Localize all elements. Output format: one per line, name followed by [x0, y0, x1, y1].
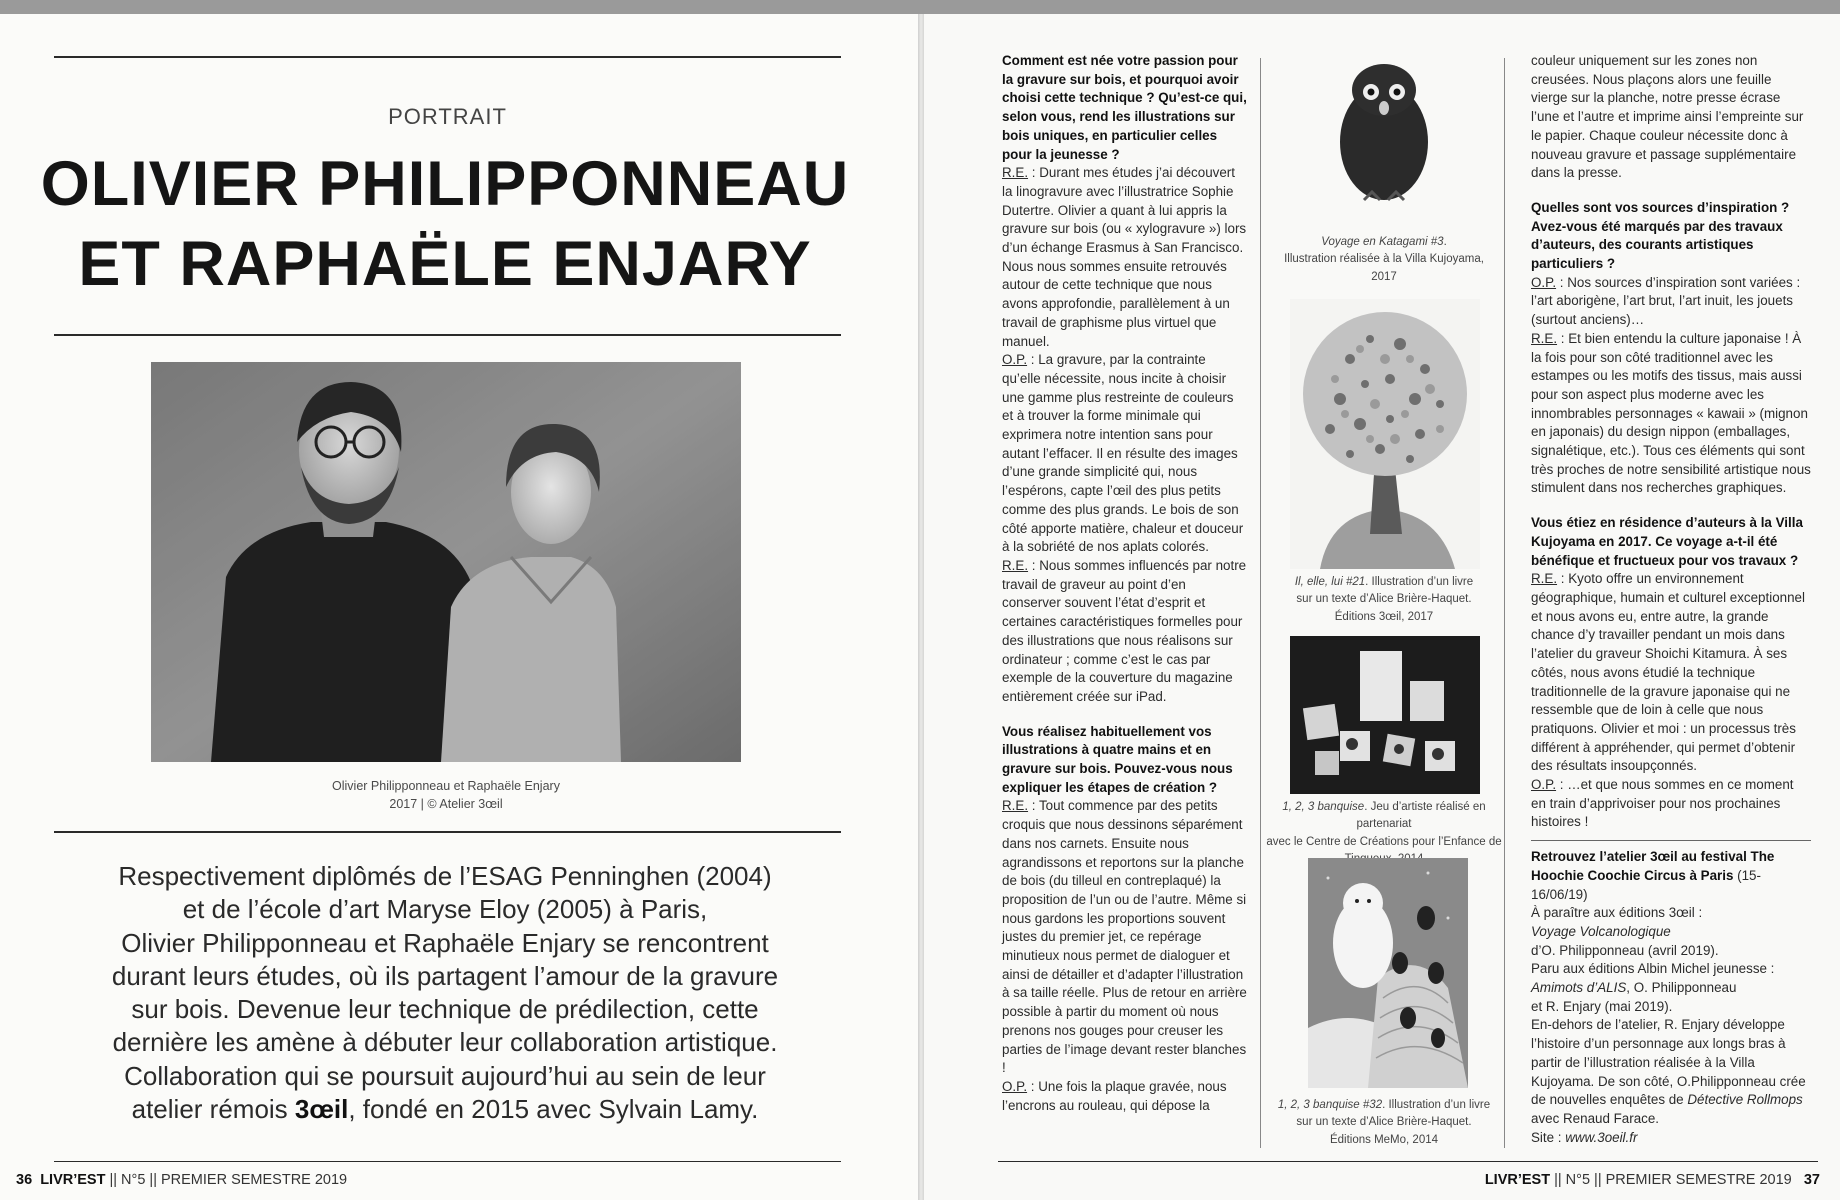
info-box-line: À paraître aux éditions 3œil : [1531, 905, 1703, 921]
intro-line: Olivier Philipponneau et Raphaële Enjary se rencontrent [121, 927, 769, 958]
answer [1002, 557, 1247, 707]
answer-text: : La gravure, par la contrainte qu’elle nécessite, nous incite à choisir une gamme plus restreinte de couleurs et à trouver la forme minimale qui exprimera notre intention sans pour autant l’effacer. Il en résulte des images d’une grande simplicité qui, nous l’espérons, capte l’œil des plus petits comme des plus grands. Le bois de son côté apporte matière, chaleur et douceur à la sobriété de nos aplats colorés. [1002, 352, 1244, 555]
katagami-illustration [1324, 60, 1444, 210]
speaker: O.P. [1531, 274, 1557, 290]
book-title: Amimots d’ALIS [1531, 980, 1627, 996]
issue-info: || N°5 || PREMIER SEMESTRE 2019 [105, 1172, 348, 1188]
title-line-1: OLIVIER PHILIPPONNEAU [40, 149, 850, 219]
question: Comment est née votre passion pour la gravure sur bois, et pourquoi avoir choisi cette technique ? Qu’est-ce qui, selon vous, rend les illustrations sur bois uniques, en particulier celles pour la jeunesse ? [1002, 53, 1247, 162]
caption-text: sur un texte d’Alice Brière-Haquet. [1296, 1116, 1472, 1129]
answer [1002, 164, 1247, 351]
answer [1531, 570, 1811, 776]
answer-text: : Nous sommes influencés par notre travail de graveur au point d’en conserver souvent l’état d’esprit et certaines caractéristiques formelles pour des illustrations que nous réalisons sur ordinateur ; comme c’est le cas par exemple de la couverture du magazine entièrement créée sur iPad. [1002, 557, 1247, 704]
banquise-game-photo [1290, 636, 1480, 794]
info-box-rule [1531, 840, 1811, 841]
answer-text: : Et bien entendu la culture japonaise ! À la fois pour son côté traditionnel avec les estampes ou les motifs des tissus, mais aussi pour son aspect plus moderne avec les innombrables personnages « kawaii » (mignon en japonais) du design nippon (emballages, signalétique, etc.). Tous ces éléments qui sont très proches de notre sensibilité artistique nous stimulent dans nos recherches graphiques. [1531, 330, 1811, 496]
penguin-illustration [1324, 60, 1444, 210]
intro-line: Respectivement diplômés de l’ESAG Penninghen (2004) [118, 861, 772, 891]
caption-text: 2017 [1371, 270, 1397, 283]
info-box-line: et R. Enjary (mai 2019). [1531, 998, 1673, 1014]
left-page [0, 14, 918, 1200]
intro-rule [54, 831, 841, 833]
speaker: O.P. [1531, 777, 1557, 793]
intro-text: , fondé en 2015 avec Sylvain Lamy. [348, 1093, 759, 1124]
footer-rule [54, 1161, 841, 1162]
caption-text: sur un texte d’Alice Brière-Haquet. [1296, 593, 1472, 606]
speaker: O.P. [1002, 352, 1028, 368]
info-box-dates: (15-16/06/19) [1531, 867, 1761, 902]
question: Quelles sont vos sources d’inspiration ? Avez-vous été marqués par des travaux d’auteurs, des courants artistiques particuliers ? [1531, 199, 1790, 272]
answer-text: : Durant mes études j’ai découvert la linogravure avec l’illustratrice Sophie Dutertre. Olivier a quant à lui appris la gravure sur bois (ou « xylogravure ») lors d’un échange Erasmus à San Francisco. Nous nous sommes ensuite retrouvés autour de cette technique que nous avons approfondie, parallèlement à un travail de graphisme plus virtuel que manuel. [1002, 165, 1247, 349]
question: Vous étiez en résidence d’auteurs à la Villa Kujoyama en 2017. Ce voyage a-t-il été bénéfique et fructueux pour vos travaux ? [1531, 515, 1803, 568]
magazine-name: LIVR’EST [40, 1172, 106, 1188]
speaker: O.P. [1002, 1078, 1028, 1094]
info-box-line: d’O. Philipponneau (avril 2019). [1531, 942, 1719, 958]
caption-title: 1, 2, 3 banquise [1282, 801, 1365, 813]
intro-line: durant leurs études, où ils partagent l’amour de la gravure [111, 960, 779, 991]
info-box [1531, 848, 1811, 1147]
photo-caption-line-1: Olivier Philipponneau et Raphaële Enjary [332, 779, 560, 793]
footer-rule [998, 1161, 1818, 1162]
tree-illustration-image [1290, 299, 1480, 569]
intro-line: sur bois. Devenue leur technique de prédilection, cette [131, 994, 759, 1025]
column-divider [1260, 58, 1261, 1148]
image-caption [1279, 234, 1489, 286]
answer [1002, 351, 1247, 557]
answer-text: : Une fois la plaque gravée, nous l’encrons au rouleau, qui dépose la [1002, 1078, 1227, 1113]
answer-continued: couleur uniquement sur les zones non creusées. Nous plaçons alors une feuille vierge sur la planche, notre presse écrase l’une et l’autre et imprime ainsi l’empreinte sur le papier. Chaque couleur nécessite donc à nouveau gravure et passage supplémentaire dans la presse. [1531, 53, 1804, 181]
intro-line: et de l’école d’art Maryse Eloy (2005) à Paris, [182, 894, 708, 925]
caption-text: . Illustration d’un livre [1365, 576, 1474, 588]
speaker: R.E. [1002, 557, 1029, 573]
website-link[interactable]: www.3oeil.fr [1565, 1129, 1638, 1145]
image-caption [1279, 574, 1489, 626]
photo-caption [151, 777, 741, 813]
answer [1531, 330, 1811, 498]
answer [1531, 274, 1811, 330]
speaker: R.E. [1002, 798, 1029, 814]
page-gutter [918, 14, 924, 1200]
interview-column-1 [1002, 52, 1247, 1115]
article-title [40, 144, 850, 304]
info-box-text: avec Renaud Farace. [1531, 1110, 1660, 1126]
caption-title: Voyage en Katagami #3 [1321, 236, 1444, 248]
polar-bear-illustration [1308, 858, 1468, 1088]
answer-text: : Tout commence par des petits croquis que nous dessinons séparément dans nos carnets. Ensuite nous agrandissons et reportons sur la planche de bois (du tilleul en contreplaqué) la proposition de l’un ou de l’autre. Même si nous gardons les proportions souvent justes du premier jet, ce repérage minutieux nous permet de dialoguer et ainsi de détailler et d’adapter l’illustration à sa taille réelle. Plus de retour en arrière possible à partir du moment où nous prenons nos gouges pour creuser les parties de l’image devant rester blanches ! [1002, 798, 1247, 1076]
top-rule [54, 56, 841, 58]
intro-paragraph [100, 860, 790, 1126]
info-box-title: Retrouvez l’atelier 3œil au festival The Hoochie Coochie Circus à Paris [1531, 849, 1775, 883]
speaker: R.E. [1531, 571, 1558, 587]
intro-line-last [100, 1093, 790, 1126]
speaker: R.E. [1531, 330, 1558, 346]
issue-info: || N°5 || PREMIER SEMESTRE 2019 [1550, 1172, 1792, 1188]
page-number: 37 [1803, 1172, 1820, 1188]
speaker: R.E. [1002, 165, 1029, 181]
info-box-line: Paru aux éditions Albin Michel jeunesse : [1531, 961, 1775, 977]
answer-text: : Nos sources d’inspiration sont variées : l’art aborigène, l’art brut, l’art inuit, les jouets (surtout anciens)… [1531, 274, 1801, 328]
title-line-2: ET RAPHAËLE ENJARY [78, 229, 812, 299]
book-title: Détective Rollmops [1687, 1092, 1803, 1108]
image-caption [1269, 1097, 1499, 1149]
caption-text: Éditions MeMo, 2014 [1329, 1133, 1439, 1146]
page-number: 36 [16, 1172, 33, 1188]
intro-text: atelier rémois [131, 1093, 295, 1124]
right-page [924, 14, 1840, 1200]
caption-text: Illustration réalisée à la Villa Kujoyama, [1284, 253, 1484, 266]
folio [1485, 1172, 1820, 1188]
info-box-text: , O. Philipponneau [1626, 980, 1737, 996]
answer-text: : Kyoto offre un environnement géographique, humain et culturel exceptionnel et nous avons eu, entre autre, la grande chance d’y travailler pendant un mois dans l’atelier du graveur Shoichi Kitamura. À ses côtés, nous avons étudié la technique traditionnelle de la gravure japonaise qui ne ressemble que de loin à celle que nous pratiquons. Olivier et moi : un processus très différent à appréhender, qui permet d’obtenir des résultats insoupçonnés. [1531, 571, 1805, 774]
answer-text: : …et que nous sommes en ce moment en train d’apprivoiser pour nos prochaines histoires ! [1531, 777, 1794, 830]
portrait-photo-image [151, 362, 741, 762]
caption-text: . Illustration d’un livre [1382, 1099, 1491, 1111]
folio [16, 1172, 347, 1188]
portrait-photo [151, 362, 741, 762]
column-divider [1504, 58, 1505, 1148]
atelier-name: 3œil [294, 1093, 349, 1124]
caption-text: avec le Centre de Créations pour l’Enfance de [1266, 835, 1502, 848]
tree-illustration [1290, 299, 1480, 569]
caption-text: . [1443, 236, 1447, 248]
answer [1002, 797, 1247, 1078]
caption-text: . Jeu d’artiste réalisé en partenariat [1356, 801, 1486, 831]
photo-caption-line-2: 2017 | © Atelier 3œil [389, 797, 503, 812]
site-label: Site : [1531, 1129, 1566, 1145]
section-label: PORTRAIT [388, 104, 507, 129]
book-title: Voyage Volcanologique [1531, 923, 1671, 939]
caption-text: Éditions 3œil, 2017 [1334, 610, 1434, 623]
intro-line: dernière les amène à débuter leur collaboration artistique. [112, 1027, 778, 1058]
banquise-game-image [1290, 636, 1480, 794]
interview-column-3 [1531, 52, 1811, 1147]
intro-line: Collaboration qui se poursuit aujourd’hui au sein de leur [124, 1060, 766, 1091]
caption-title: Il, elle, lui #21 [1294, 576, 1366, 588]
answer [1002, 1078, 1247, 1115]
question: Vous réalisez habituellement vos illustrations à quatre mains et en gravure sur bois. Pouvez-vous nous expliquer les étapes de création ? [1002, 723, 1233, 795]
caption-title: 1, 2, 3 banquise #32 [1277, 1099, 1383, 1111]
title-rule [54, 334, 841, 336]
magazine-name: LIVR’EST [1484, 1172, 1551, 1188]
info-box-text: En-dehors de l’atelier, R. Enjary développe l’histoire d’un personnage aux longs bras à partir de l’illustration réalisée à la Villa Kujoyama. De son côté, O.Philipponneau crée de nouvelles enquêtes de [1531, 1017, 1806, 1108]
answer [1531, 776, 1811, 832]
banquise-32-illustration [1308, 858, 1468, 1088]
